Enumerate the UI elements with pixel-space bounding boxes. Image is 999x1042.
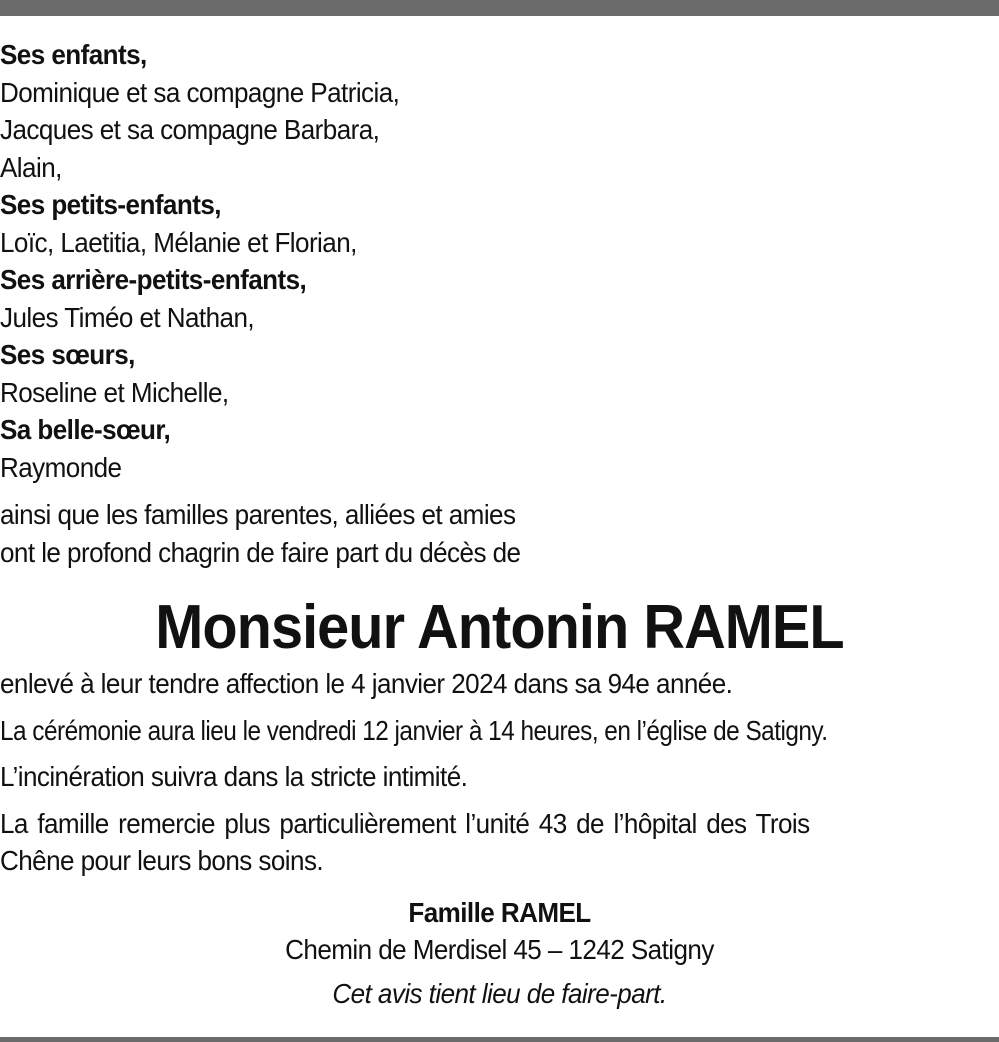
great-grandchildren-names: Jules Timéo et Nathan, bbox=[0, 301, 255, 333]
sisters-names: Roseline et Michelle, bbox=[0, 376, 229, 408]
ceremony-statement: La cérémonie aura lieu le vendredi 12 janvier à 14 heures, en l’église de Satigny. bbox=[0, 714, 828, 746]
obituary-notice bbox=[0, 36, 999, 1012]
thanks-line-2: Chêne pour leurs bons soins. bbox=[0, 845, 324, 876]
sister-in-law-heading: Sa belle-sœur, bbox=[0, 414, 171, 445]
passing-statement: enlevé à leur tendre affection le 4 janvier 2024 dans sa 94e année. bbox=[0, 668, 733, 699]
child-line: Jacques et sa compagne Barbara, bbox=[0, 114, 380, 145]
announcement-line-1: ainsi que les familles parentes, alliées et amies bbox=[0, 499, 516, 530]
grandchildren-names: Loïc, Laetitia, Mélanie et Florian, bbox=[0, 226, 357, 258]
child-line: Alain, bbox=[0, 151, 62, 183]
great-grandchildren-heading: Ses arrière-petits-enfants, bbox=[0, 264, 307, 295]
cremation-statement: L’incinération suivra dans la stricte intimité. bbox=[0, 761, 468, 792]
announcement-line-2: ont le profond chagrin de faire part du décès de bbox=[0, 536, 521, 568]
sister-in-law-name: Raymonde bbox=[0, 451, 122, 483]
bottom-border-rule bbox=[0, 1037, 999, 1042]
deceased-name: Monsieur Antonin RAMEL bbox=[155, 593, 844, 662]
top-border-rule bbox=[0, 0, 999, 16]
grandchildren-heading: Ses petits-enfants, bbox=[0, 189, 221, 220]
signature-name: Famille RAMEL bbox=[408, 896, 591, 928]
children-heading: Ses enfants, bbox=[0, 39, 147, 70]
thanks-line-1: La famille remercie plus particulièrement l’unité 43 de l’hôpital des Trois bbox=[0, 807, 810, 839]
signature-address: Chemin de Merdisel 45 – 1242 Satigny bbox=[285, 934, 714, 965]
sisters-heading: Ses sœurs, bbox=[0, 339, 135, 370]
signature-note: Cet avis tient lieu de faire-part. bbox=[332, 977, 667, 1009]
child-line: Dominique et sa compagne Patricia, bbox=[0, 76, 400, 108]
